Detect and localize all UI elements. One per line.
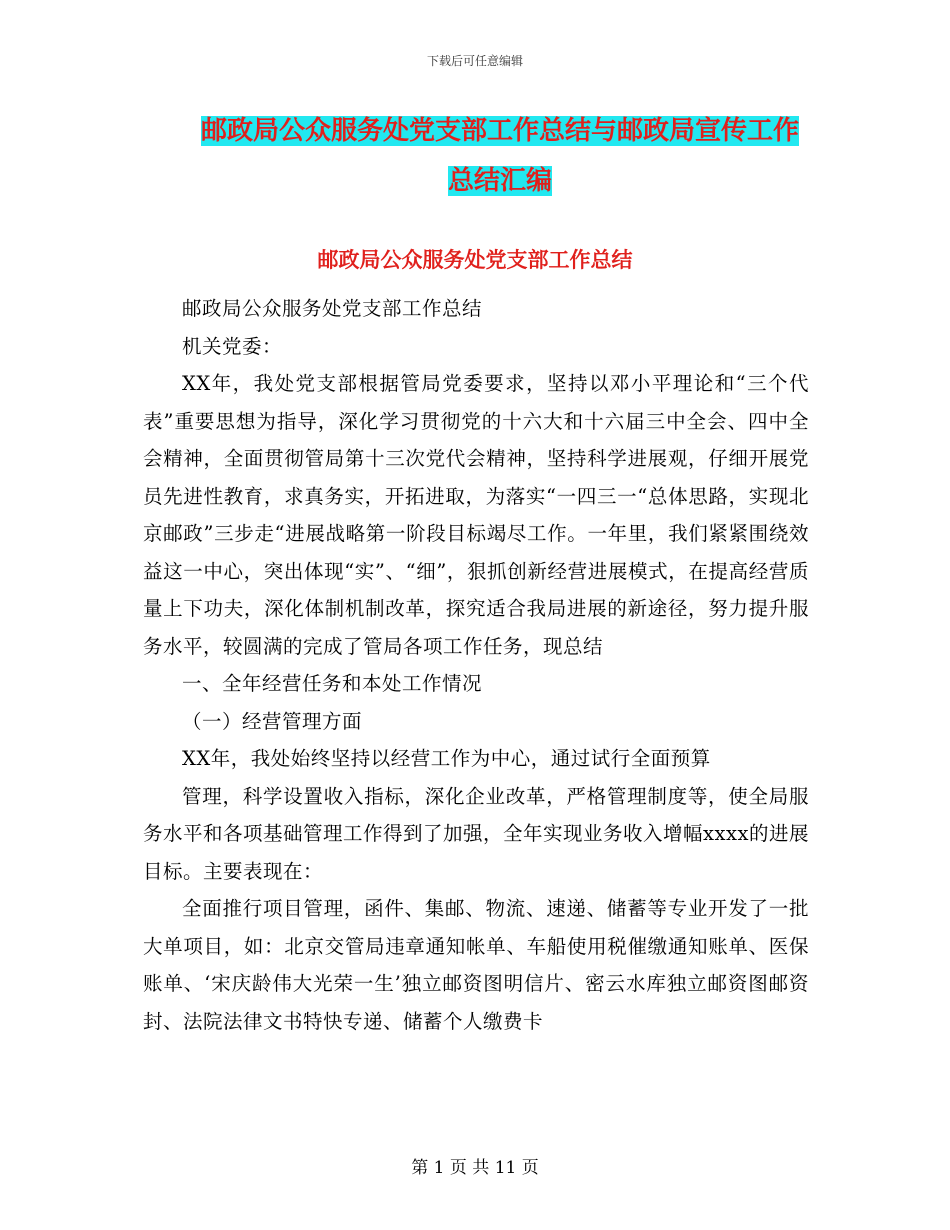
paragraph: XX年，我处党支部根据管局党委要求，坚持以邓小平理论和“三个代表”重要思想为指导，深化学习贯彻党的十六大和十六届三中全会、四中全会精神，全面贯彻管局第十三次党代会精神，坚持科学进展观，仔细开展党员先进性教育，求真务实，开拓进取，为落实“一四三一“总体思路，实现北京邮政”三步走“进展战略第一阶段目标竭尽工作。一年里，我们紧紧围绕效益这一中心，突出体现“实”、“细”，狠抓创新经营进展模式，在提高经营质量上下功夫，深化体制机制改革，探究适合我局进展的新途径，努力提升服务水平，较圆满的完成了管局各项工作任务，现总结 [143, 372, 809, 658]
page-footer: 第 1 页 共 11 页 [411, 1158, 539, 1178]
document-title-line-2: 总结汇编 [447, 166, 552, 196]
paragraph: XX年，我处始终坚持以经营工作为中心，通过试行全面预算 [182, 747, 711, 770]
paragraph: 一、全年经营任务和本处工作情况 [182, 672, 483, 695]
paragraph: 全面推行项目管理，函件、集邮、物流、速递、储蓄等专业开发了一批大单项目，如：北京交管局违章通知帐单、车船使用税催缴通知账单、医保账单、‘宋庆龄伟大光荣一生’独立邮资图明信片、密云水库独立邮资图邮资封、法院法律文书特快专递、储蓄个人缴费卡 [143, 897, 809, 1033]
paragraph: 管理，科学设置收入指标，深化企业改革，严格管理制度等，使全局服务水平和各项基础管理工作得到了加强，全年实现业务收入增幅xxxx的进展目标。主要表现在： [143, 784, 809, 883]
document-body [143, 290, 809, 1040]
section-title: 邮政局公众服务处党支部工作总结 [317, 248, 633, 272]
paragraph: （一）经营管理方面 [182, 709, 363, 733]
document-title-line-1: 邮政局公众服务处党支部工作总结与邮政局宣传工作 [200, 116, 799, 146]
paragraph: 机关党委： [182, 334, 283, 358]
document-title [150, 106, 850, 206]
paragraph: 邮政局公众服务处党支部工作总结 [182, 297, 483, 320]
header-note: 下载后可任意编辑 [426, 54, 523, 68]
